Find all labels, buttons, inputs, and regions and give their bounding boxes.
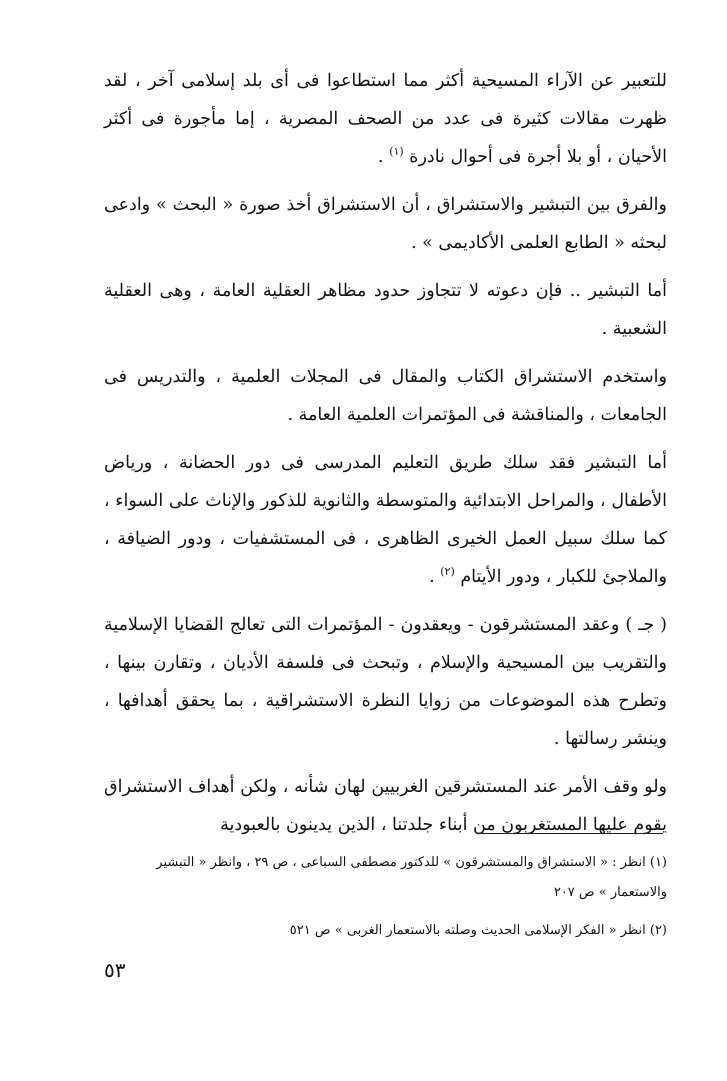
footnotes [104,848,667,954]
paragraph-6: ( جـ ) وعقد المستشرقون - ويعقدون - المؤتمرات التى تعالج القضايا الإسلامية والتقريب بين المسيحية والإسلام ، وتبحث فى فلسفة الأديان ، وتقارن بينها ، وتطرح هذه الموضوعات من زوايا النظرة الاستشراقية ، بما يحقق أهدافها ، وينشر رسالتها . [104,615,667,749]
paragraph-4: واستخدم الاستشراق الكتاب والمقال فى المجلات العلمية ، والتدريس فى الجامعات ، والمناقشة فى المؤتمرات العلمية العامة . [104,367,667,425]
paragraph-text: أما التبشير فقد سلك طريق التعليم المدرسى فى دور الحضانة ، ورياض الأطفال ، والمراحل الابتدائية والمتوسطة والثانوية للذكور والإناث على السواء ، كما سلك سبيل العمل الخيرى الظاهرى ، فى المستشفيات ، ودور الضيافة ، والملاجئ للكبار ، ودور الأيتام [104,453,667,587]
paragraph-tail: . [378,147,390,167]
footnote-2: (٢) انظر « الفكر الإسلامى الحديث وصلته بالاستعمار الغربى » ص ٥٢١ [289,923,667,938]
footnote-ref-1[interactable]: (١) [389,145,404,159]
paragraph-7: ولو وقف الأمر عند المستشرقين الغربيين لهان شأنه ، ولكن أهداف الاستشراق يقوم عليها المستغربون من أبناء جلدتنا ، الذين يدينون بالعبودية [104,777,667,835]
page-body [104,62,667,854]
footnote-divider [478,833,663,834]
paragraph-tail: . [429,567,441,587]
paragraph-text: للتعبير عن الآراء المسيحية أكثر مما استطاعوا فى أى بلد إسلامى آخر ، لقد ظهرت مقالات كثيرة فى عدد من الصحف المصرية ، إما مأجورة فى أكثر الأحيان ، أو بلا أجرة فى أحوال نادرة [104,71,667,167]
paragraph-3: أما التبشير .. فإن دعوته لا تتجاوز حدود مظاهر العقلية العامة ، وهى العقلية الشعبية . [104,281,667,339]
paragraph-5 [104,444,667,596]
paragraph-2: والفرق بين التبشير والاستشراق ، أن الاستشراق أخذ صورة « البحث » وادعى لبحثه « الطابع العلمى الأكاديمى » . [104,195,667,253]
paragraph-1 [104,62,667,176]
footnote-1: (١) انظر : « الاستشراق والمستشرقون » للدكتور مصطفى السباعى ، ص ٢٩ ، وانظر « التبشير والاستعمار » ص ٢٠٧ [156,855,667,900]
footnote-ref-2[interactable]: (٢) [440,565,455,579]
page-number: ٥٣ [104,958,126,982]
